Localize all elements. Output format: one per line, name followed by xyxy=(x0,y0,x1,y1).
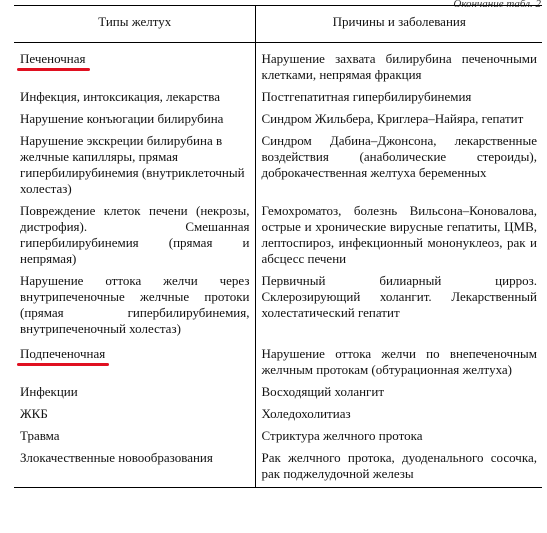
type-cell: Травма xyxy=(14,425,255,447)
table-continuation-label: Окончание табл. 2 xyxy=(453,0,541,10)
table-row xyxy=(14,340,542,381)
type-cell: ЖКБ xyxy=(14,403,255,425)
cause-cell: Синдром Жильбера, Криглера–Найяра, гепатит xyxy=(261,111,524,126)
table-row xyxy=(14,270,542,340)
type-cell: Нарушение оттока желчи через внутрипеченочные желчные протоки (прямая гипербилирубинемия, внутрипеченочный холестаз) xyxy=(14,270,255,340)
table-row xyxy=(14,43,542,87)
table-row xyxy=(14,130,542,200)
header-types: Типы желтух xyxy=(14,6,255,43)
cause-cell: Гемохроматоз, болезнь Вильсона–Коновалова, острые и хронические вирусные гепатиты, ЦМВ, лептоспироз, инфекционный мононуклеоз, рак и абсцесс печени xyxy=(261,203,537,266)
cause-cell: Восходящий холангит xyxy=(261,384,385,399)
type-cell xyxy=(14,43,255,87)
type-cell xyxy=(14,340,255,381)
cause-cell: Холедохолитиаз xyxy=(261,406,351,421)
type-cell: Нарушение экскреции билирубина в желчные капилляры, прямая гипербилирубинемия (внутриклеточный холестаз) xyxy=(14,130,255,200)
type-cell: Злокачественные новообразования xyxy=(14,447,255,488)
cause-cell: Нарушение захвата билирубина печеночными клетками, непрямая фракция xyxy=(261,51,537,82)
type-cell: Повреждение клеток печени (некрозы, дистрофия). Смешанная гипербилирубинемия (прямая и непрямая) xyxy=(14,200,255,270)
cause-cell: Рак желчного протока, дуоденального сосочка, рак поджелудочной железы xyxy=(255,447,542,488)
header-causes: Причины и заболевания xyxy=(255,6,542,43)
type-cell: Инфекция, интоксикация, лекарства xyxy=(14,86,255,108)
section-heading-hepatic: Печеночная xyxy=(20,51,86,66)
cause-cell: Стриктура желчного протока xyxy=(261,428,423,443)
table-row xyxy=(14,425,542,447)
type-cell: Нарушение конъюгации билирубина xyxy=(14,108,255,130)
table-header-row xyxy=(14,6,542,43)
table-row xyxy=(14,200,542,270)
jaundice-types-table xyxy=(14,5,542,488)
table-row xyxy=(14,381,542,403)
section-heading-posthepatic: Подпеченочная xyxy=(20,346,106,361)
table-row xyxy=(14,403,542,425)
table-row xyxy=(14,447,542,488)
cause-cell: Нарушение оттока желчи по внепеченочным желчным протокам (обтурационная желтуха) xyxy=(261,346,537,377)
type-cell: Инфекции xyxy=(14,381,255,403)
cause-cell: Синдром Дабина–Джонсона, лекарственные воздействия (анаболические стероиды), доброкачественная желтуха беременных xyxy=(261,133,537,180)
table-row xyxy=(14,108,542,130)
cause-cell: Постгепатитная гипербилирубинемия xyxy=(261,89,472,104)
cause-cell: Первичный билиарный цирроз. Склерозирующий холангит. Лекарственный холестатический гепатит xyxy=(261,273,537,320)
table-row xyxy=(14,86,542,108)
